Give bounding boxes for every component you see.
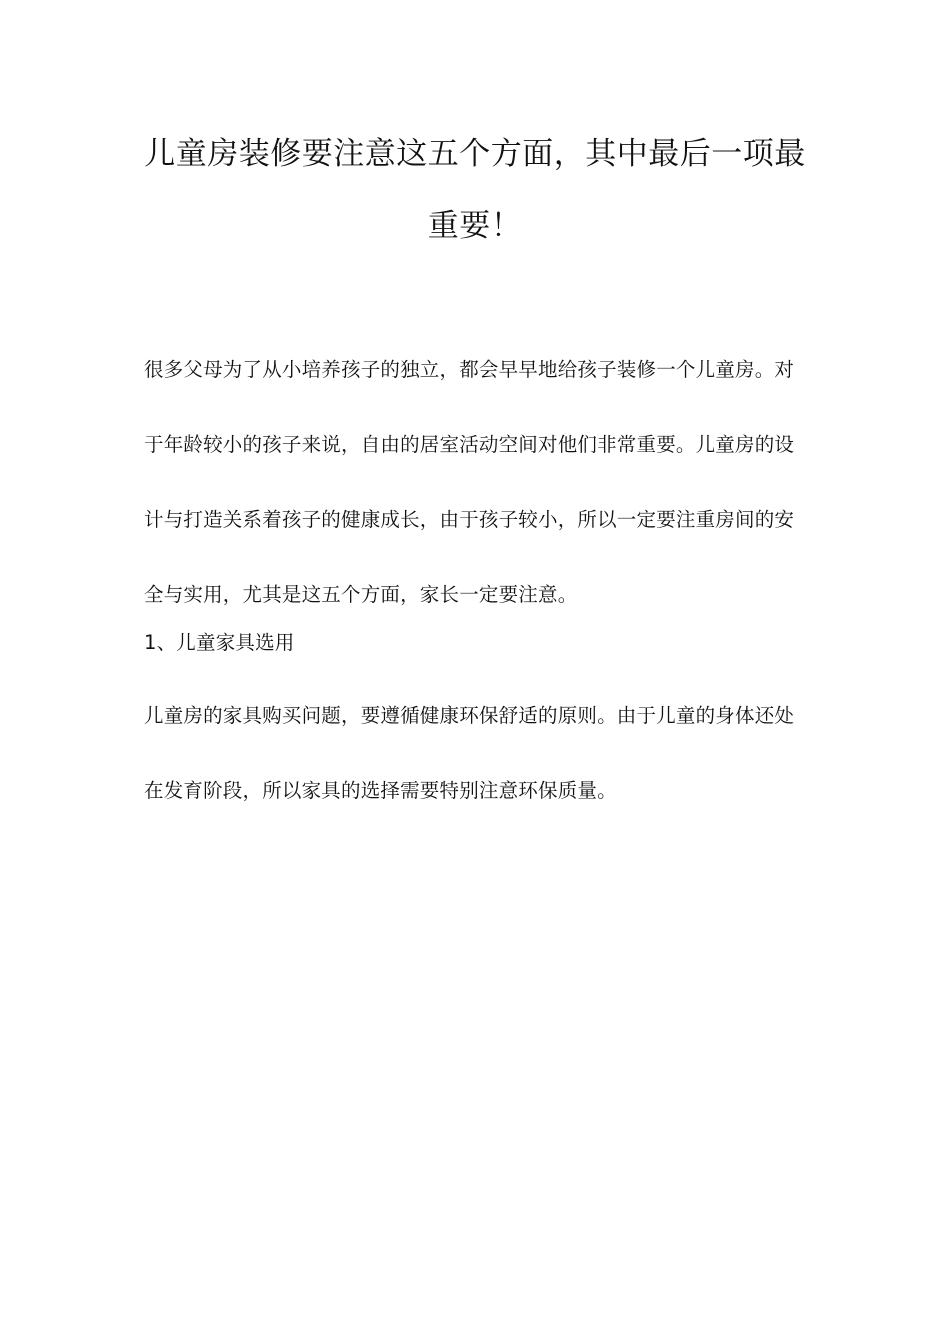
section-heading: 1、儿童家具选用 bbox=[144, 631, 295, 654]
document-title: 儿童房装修要注意这五个方面，其中最后一项最重要！ bbox=[144, 136, 806, 244]
section-paragraph: 儿童房的家具购买问题，要遵循健康环保舒适的原则。由于儿童的身体还处在发育阶段，所以家具的选择需要特别注意环保质量。 bbox=[144, 704, 795, 802]
intro-paragraph: 很多父母为了从小培养孩子的独立，都会早早地给孩子装修一个儿童房。对于年龄较小的孩子来说，自由的居室活动空间对他们非常重要。儿童房的设计与打造关系着孩子的健康成长，由于孩子较小，所以一定要注重房间的安全与实用，尤其是这五个方面，家长一定要注意。 bbox=[144, 358, 795, 606]
